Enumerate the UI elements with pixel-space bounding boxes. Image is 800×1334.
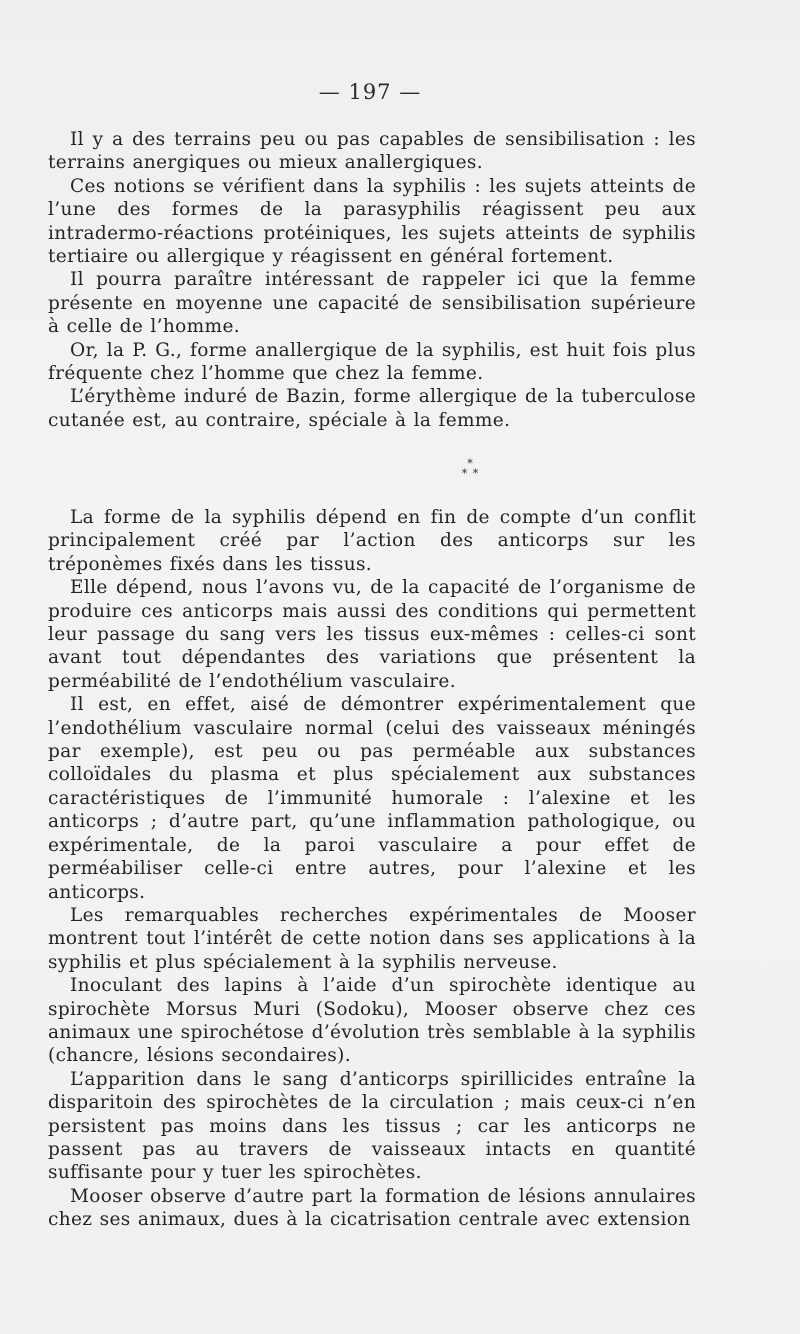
paragraph-forme-syphilis: La forme de la syphilis dépend en fin de compte d’un conflit principalement créé par l’action des anticorps sur les tréponèmes fixés dans les tissus. — [48, 507, 696, 575]
svg-text:*: * — [472, 467, 479, 480]
asterism-separator-icon — [458, 458, 482, 482]
paragraph-notions: Ces notions se vérifient dans la syphilis : les sujets atteints de l’une des formes de la parasyphilis réagissent peu aux intradermo-réactions protéiniques, les sujets atteints de syphilis tertiaire ou allergique y réagissent en général fortement. — [48, 175, 696, 268]
svg-text:*: * — [461, 467, 468, 480]
paragraph-erytheme: L’érythème induré de Bazin, forme allergique de la tuberculose cutanée est, au contraire, spéciale à la femme. — [48, 386, 696, 431]
page-number: — 197 — — [318, 80, 422, 104]
paragraph-elle-depend: Elle dépend, nous l’avons vu, de la capacité de l’organisme de produire ces anticorps mais aussi des conditions qui permettent leur passage du sang vers les tissus eux-mêmes : celles-ci sont avant tout dépendantes des variations que présentent la perméabilité de l’endothélium vasculaire. — [48, 577, 696, 692]
paragraph-pg: Or, la P. G., forme anallergique de la syphilis, est huit fois plus fréquente chez l’homme que chez la femme. — [48, 339, 696, 385]
svg-text:*: * — [467, 458, 473, 470]
paragraph-mooser-observe: Mooser observe d’autre part la formation de lésions annulaires chez ses animaux, dues à la cicatrisation centrale avec extension — [48, 1185, 696, 1231]
section-1-text — [48, 128, 696, 432]
section-2-text — [48, 506, 696, 1232]
paragraph-mooser-recherches: Les remarquables recherches expérimentales de Mooser montrent tout l’intérêt de cette notion dans ses applications à la syphilis et plus spécialement à la syphilis nerveuse. — [48, 904, 696, 973]
paragraph-apparition: L’apparition dans le sang d’anticorps spirillicides entraîne la disparitoin des spirochètes de la circulation ; mais ceux-ci n’en persistent pas moins dans les tissus ; car les anticorps ne passent pas au travers de vaisseaux intacts en quantité suffisante pour y tuer les spirochètes. — [48, 1068, 696, 1184]
paragraph-endothelium: Il est, en effet, aisé de démontrer expérimentalement que l’endothélium vasculaire normal (celui des vaisseaux méningés par exemple), est peu ou pas perméable aux substances colloïdales du plasma et plus spécialement aux substances caractéristiques de l’immunité humorale : l’alexine et les anticorps ; d’autre part, qu’une inflammation pathologique, ou expérimentale, de la paroi vasculaire a pour effet de perméabiliser celle-ci entre autres, pour l’alexine et les anticorps. — [48, 694, 696, 903]
paragraph-terrains: Il y a des terrains peu ou pas capables de sensibilisation : les terrains anergiques ou mieux anallergiques. — [48, 129, 696, 174]
paragraph-femme: Il pourra paraître intéressant de rappeler ici que la femme présente en moyenne une capacité de sensibilisation supérieure à celle de l’homme. — [48, 269, 696, 338]
paragraph-inoculant: Inoculant des lapins à l’aide d’un spirochète identique au spirochète Morsus Muri (Sodoku), Mooser observe chez ces animaux une spirochétose d’évolution très semblable à la syphilis (chancre, lésions secondaires). — [48, 975, 696, 1067]
